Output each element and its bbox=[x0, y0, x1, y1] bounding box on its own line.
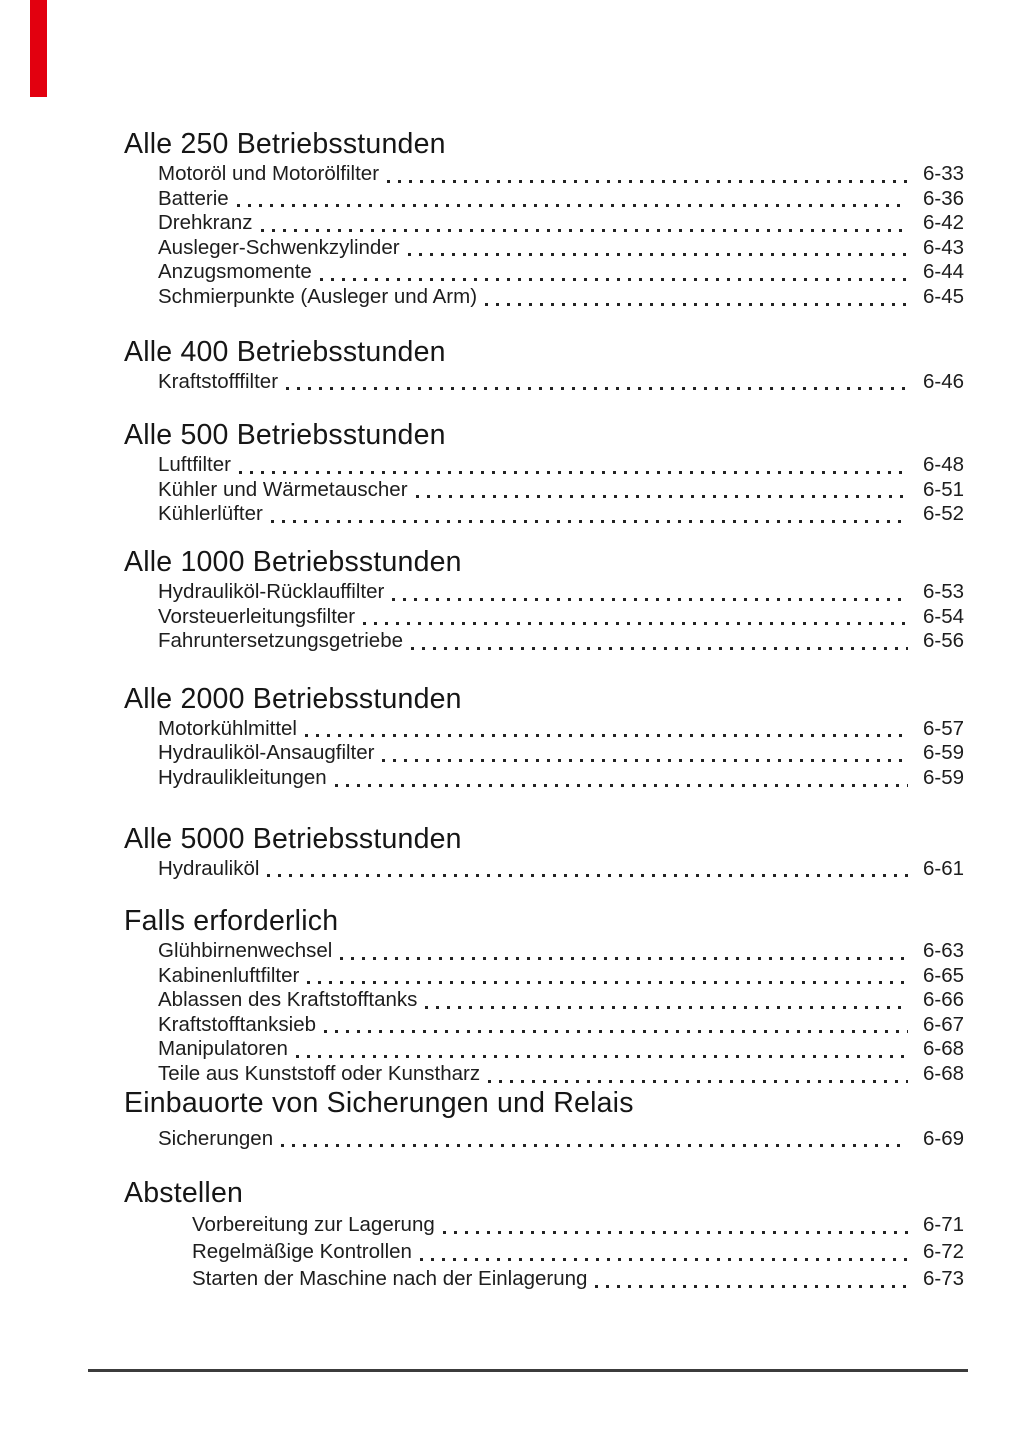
dot-leader bbox=[425, 1006, 908, 1009]
dot-leader bbox=[387, 180, 908, 183]
toc-entry-label: Manipulatoren bbox=[158, 1037, 288, 1061]
toc-entry-label: Ablassen des Kraftstofftanks bbox=[158, 988, 418, 1012]
toc-entry-page: 6-33 bbox=[922, 162, 964, 185]
toc-entry-page: 6-48 bbox=[922, 453, 964, 477]
dot-leader bbox=[488, 1080, 908, 1083]
toc-entry-label: Anzugsmomente bbox=[158, 260, 312, 284]
toc-entry-label: Drehkranz bbox=[158, 211, 253, 235]
toc-entry-label: Hydrauliköl-Ansaugfilter bbox=[158, 741, 375, 765]
toc-entry-page: 6-43 bbox=[922, 235, 964, 259]
toc-entry-label: Sicherungen bbox=[158, 1126, 274, 1150]
toc-entry-label: Motorkühlmittel bbox=[158, 716, 297, 740]
dot-leader bbox=[237, 204, 908, 207]
toc-section bbox=[124, 683, 964, 791]
dot-leader bbox=[320, 278, 908, 281]
toc-entry bbox=[158, 629, 964, 654]
toc-entry bbox=[192, 1211, 964, 1238]
toc-entry bbox=[158, 370, 964, 395]
toc-entry-page: 6-56 bbox=[922, 629, 964, 653]
toc-entry bbox=[158, 939, 964, 964]
toc-entry bbox=[158, 187, 964, 212]
toc-entry-label: Vorbereitung zur Lagerung bbox=[192, 1213, 435, 1237]
toc-entry bbox=[158, 502, 964, 527]
toc-entry-label: Motoröl und Motorölfilter bbox=[158, 162, 380, 185]
dot-leader bbox=[305, 734, 908, 737]
toc-section-title: Einbauorte von Sicherungen und Relais bbox=[124, 1086, 634, 1119]
toc-section bbox=[124, 1087, 964, 1152]
toc-entry bbox=[158, 1037, 964, 1062]
footer-divider bbox=[88, 1369, 968, 1372]
toc-entry-label: Teile aus Kunststoff oder Kunstharz bbox=[158, 1062, 481, 1086]
toc-entry-page: 6-54 bbox=[922, 604, 964, 628]
toc-entry-label: Schmierpunkte (Ausleger und Arm) bbox=[158, 284, 478, 308]
toc-entry-page: 6-44 bbox=[922, 260, 964, 284]
toc-entry-label: Kühlerlüfter bbox=[158, 502, 263, 526]
toc-entry-label: Glühbirnenwechsel bbox=[158, 939, 333, 963]
dot-leader bbox=[411, 647, 908, 650]
toc-entry-page: 6-59 bbox=[922, 741, 964, 765]
toc-section bbox=[124, 1177, 964, 1292]
chapter-index-tab bbox=[30, 0, 47, 97]
toc-entry-label: Kraftstofffilter bbox=[158, 369, 279, 393]
toc-section-title: Alle 1000 Betriebsstunden bbox=[124, 545, 462, 578]
toc-section-title: Alle 2000 Betriebsstunden bbox=[124, 682, 462, 715]
toc-entry-label: Kabinenluftfilter bbox=[158, 963, 300, 987]
toc-entry-page: 6-51 bbox=[922, 477, 964, 501]
dot-leader bbox=[416, 495, 908, 498]
dot-leader bbox=[443, 1231, 908, 1234]
toc-section-title: Alle 5000 Betriebsstunden bbox=[124, 822, 462, 855]
toc-entry-page: 6-68 bbox=[922, 1037, 964, 1061]
toc-section bbox=[124, 128, 964, 310]
toc-entry-label: Batterie bbox=[158, 186, 229, 210]
dot-leader bbox=[363, 622, 908, 625]
dot-leader bbox=[281, 1144, 908, 1147]
dot-leader bbox=[485, 303, 908, 306]
toc-entry bbox=[192, 1265, 964, 1292]
toc-entry bbox=[158, 211, 964, 236]
dot-leader bbox=[408, 253, 908, 256]
toc-entry bbox=[158, 964, 964, 989]
toc-section bbox=[124, 546, 964, 654]
toc-entry-page: 6-59 bbox=[922, 765, 964, 789]
toc-entry-page: 6-42 bbox=[922, 211, 964, 235]
toc-entry-label: Ausleger-Schwenkzylinder bbox=[158, 235, 400, 259]
toc-entry-label: Vorsteuerleitungsfilter bbox=[158, 604, 356, 628]
toc-entry-page: 6-53 bbox=[922, 579, 964, 603]
toc-entry bbox=[158, 717, 964, 742]
toc-entry bbox=[158, 260, 964, 285]
toc-entry bbox=[158, 766, 964, 791]
toc-entry-page: 6-63 bbox=[922, 939, 964, 963]
toc-entry-page: 6-72 bbox=[922, 1240, 964, 1264]
toc-entry bbox=[158, 1013, 964, 1038]
toc-section bbox=[124, 419, 964, 527]
toc-entry-page: 6-65 bbox=[922, 963, 964, 987]
toc-entry bbox=[158, 580, 964, 605]
toc-section-title: Falls erforderlich bbox=[124, 905, 339, 938]
dot-leader bbox=[382, 759, 908, 762]
toc-entry-label: Hydraulikleitungen bbox=[158, 765, 327, 789]
toc-entry-label: Luftfilter bbox=[158, 453, 231, 477]
toc-entry bbox=[158, 1127, 964, 1152]
dot-leader bbox=[335, 784, 908, 787]
toc-entry bbox=[192, 1238, 964, 1265]
dot-leader bbox=[239, 471, 908, 474]
toc-section-title: Alle 400 Betriebsstunden bbox=[124, 335, 446, 368]
toc-content bbox=[124, 128, 964, 1292]
toc-entry-label: Kühler und Wärmetauscher bbox=[158, 477, 408, 501]
toc-section-title: Abstellen bbox=[124, 1177, 244, 1210]
toc-entry-page: 6-68 bbox=[922, 1062, 964, 1086]
toc-section-title: Alle 500 Betriebsstunden bbox=[124, 419, 446, 452]
toc-entry-page: 6-66 bbox=[922, 988, 964, 1012]
dot-leader bbox=[271, 520, 908, 523]
toc-entry bbox=[158, 236, 964, 261]
toc-entry-label: Hydrauliköl-Rücklauffilter bbox=[158, 579, 385, 603]
toc-entry-label: Starten der Maschine nach der Einlagerung bbox=[192, 1267, 588, 1291]
toc-entry bbox=[158, 988, 964, 1013]
toc-entry bbox=[158, 605, 964, 630]
toc-entry-label: Regelmäßige Kontrollen bbox=[192, 1240, 412, 1264]
toc-section bbox=[124, 823, 964, 882]
dot-leader bbox=[261, 229, 908, 232]
toc-entry-page: 6-36 bbox=[922, 186, 964, 210]
toc-entry bbox=[158, 285, 964, 310]
toc-section bbox=[124, 905, 964, 1087]
toc-entry-page: 6-73 bbox=[922, 1267, 964, 1291]
toc-entry bbox=[158, 1062, 964, 1087]
toc-entry bbox=[158, 162, 964, 187]
toc-entry bbox=[158, 478, 964, 503]
toc-entry bbox=[158, 741, 964, 766]
dot-leader bbox=[296, 1055, 908, 1058]
toc-entry-page: 6-52 bbox=[922, 502, 964, 526]
toc-entry bbox=[158, 857, 964, 882]
dot-leader bbox=[286, 387, 908, 390]
toc-entry-page: 6-61 bbox=[922, 856, 964, 880]
dot-leader bbox=[595, 1285, 908, 1288]
toc-entry-label: Fahruntersetzungsgetriebe bbox=[158, 629, 404, 653]
dot-leader bbox=[324, 1030, 908, 1033]
dot-leader bbox=[307, 981, 908, 984]
toc-entry-page: 6-46 bbox=[922, 369, 964, 393]
toc-entry-page: 6-57 bbox=[922, 716, 964, 740]
toc-entry-page: 6-69 bbox=[922, 1126, 964, 1150]
toc-entry-page: 6-67 bbox=[922, 1012, 964, 1036]
dot-leader bbox=[420, 1258, 908, 1261]
dot-leader bbox=[392, 598, 908, 601]
toc-entry-page: 6-45 bbox=[922, 284, 964, 308]
toc-entry-label: Kraftstofftanksieb bbox=[158, 1012, 317, 1036]
dot-leader bbox=[267, 874, 908, 877]
toc-entry-page: 6-71 bbox=[922, 1213, 964, 1237]
dot-leader bbox=[340, 957, 908, 960]
toc-entry bbox=[158, 453, 964, 478]
toc-section bbox=[124, 336, 964, 395]
toc-section-title: Alle 250 Betriebsstunden bbox=[124, 128, 446, 160]
toc-entry-label: Hydrauliköl bbox=[158, 856, 260, 880]
